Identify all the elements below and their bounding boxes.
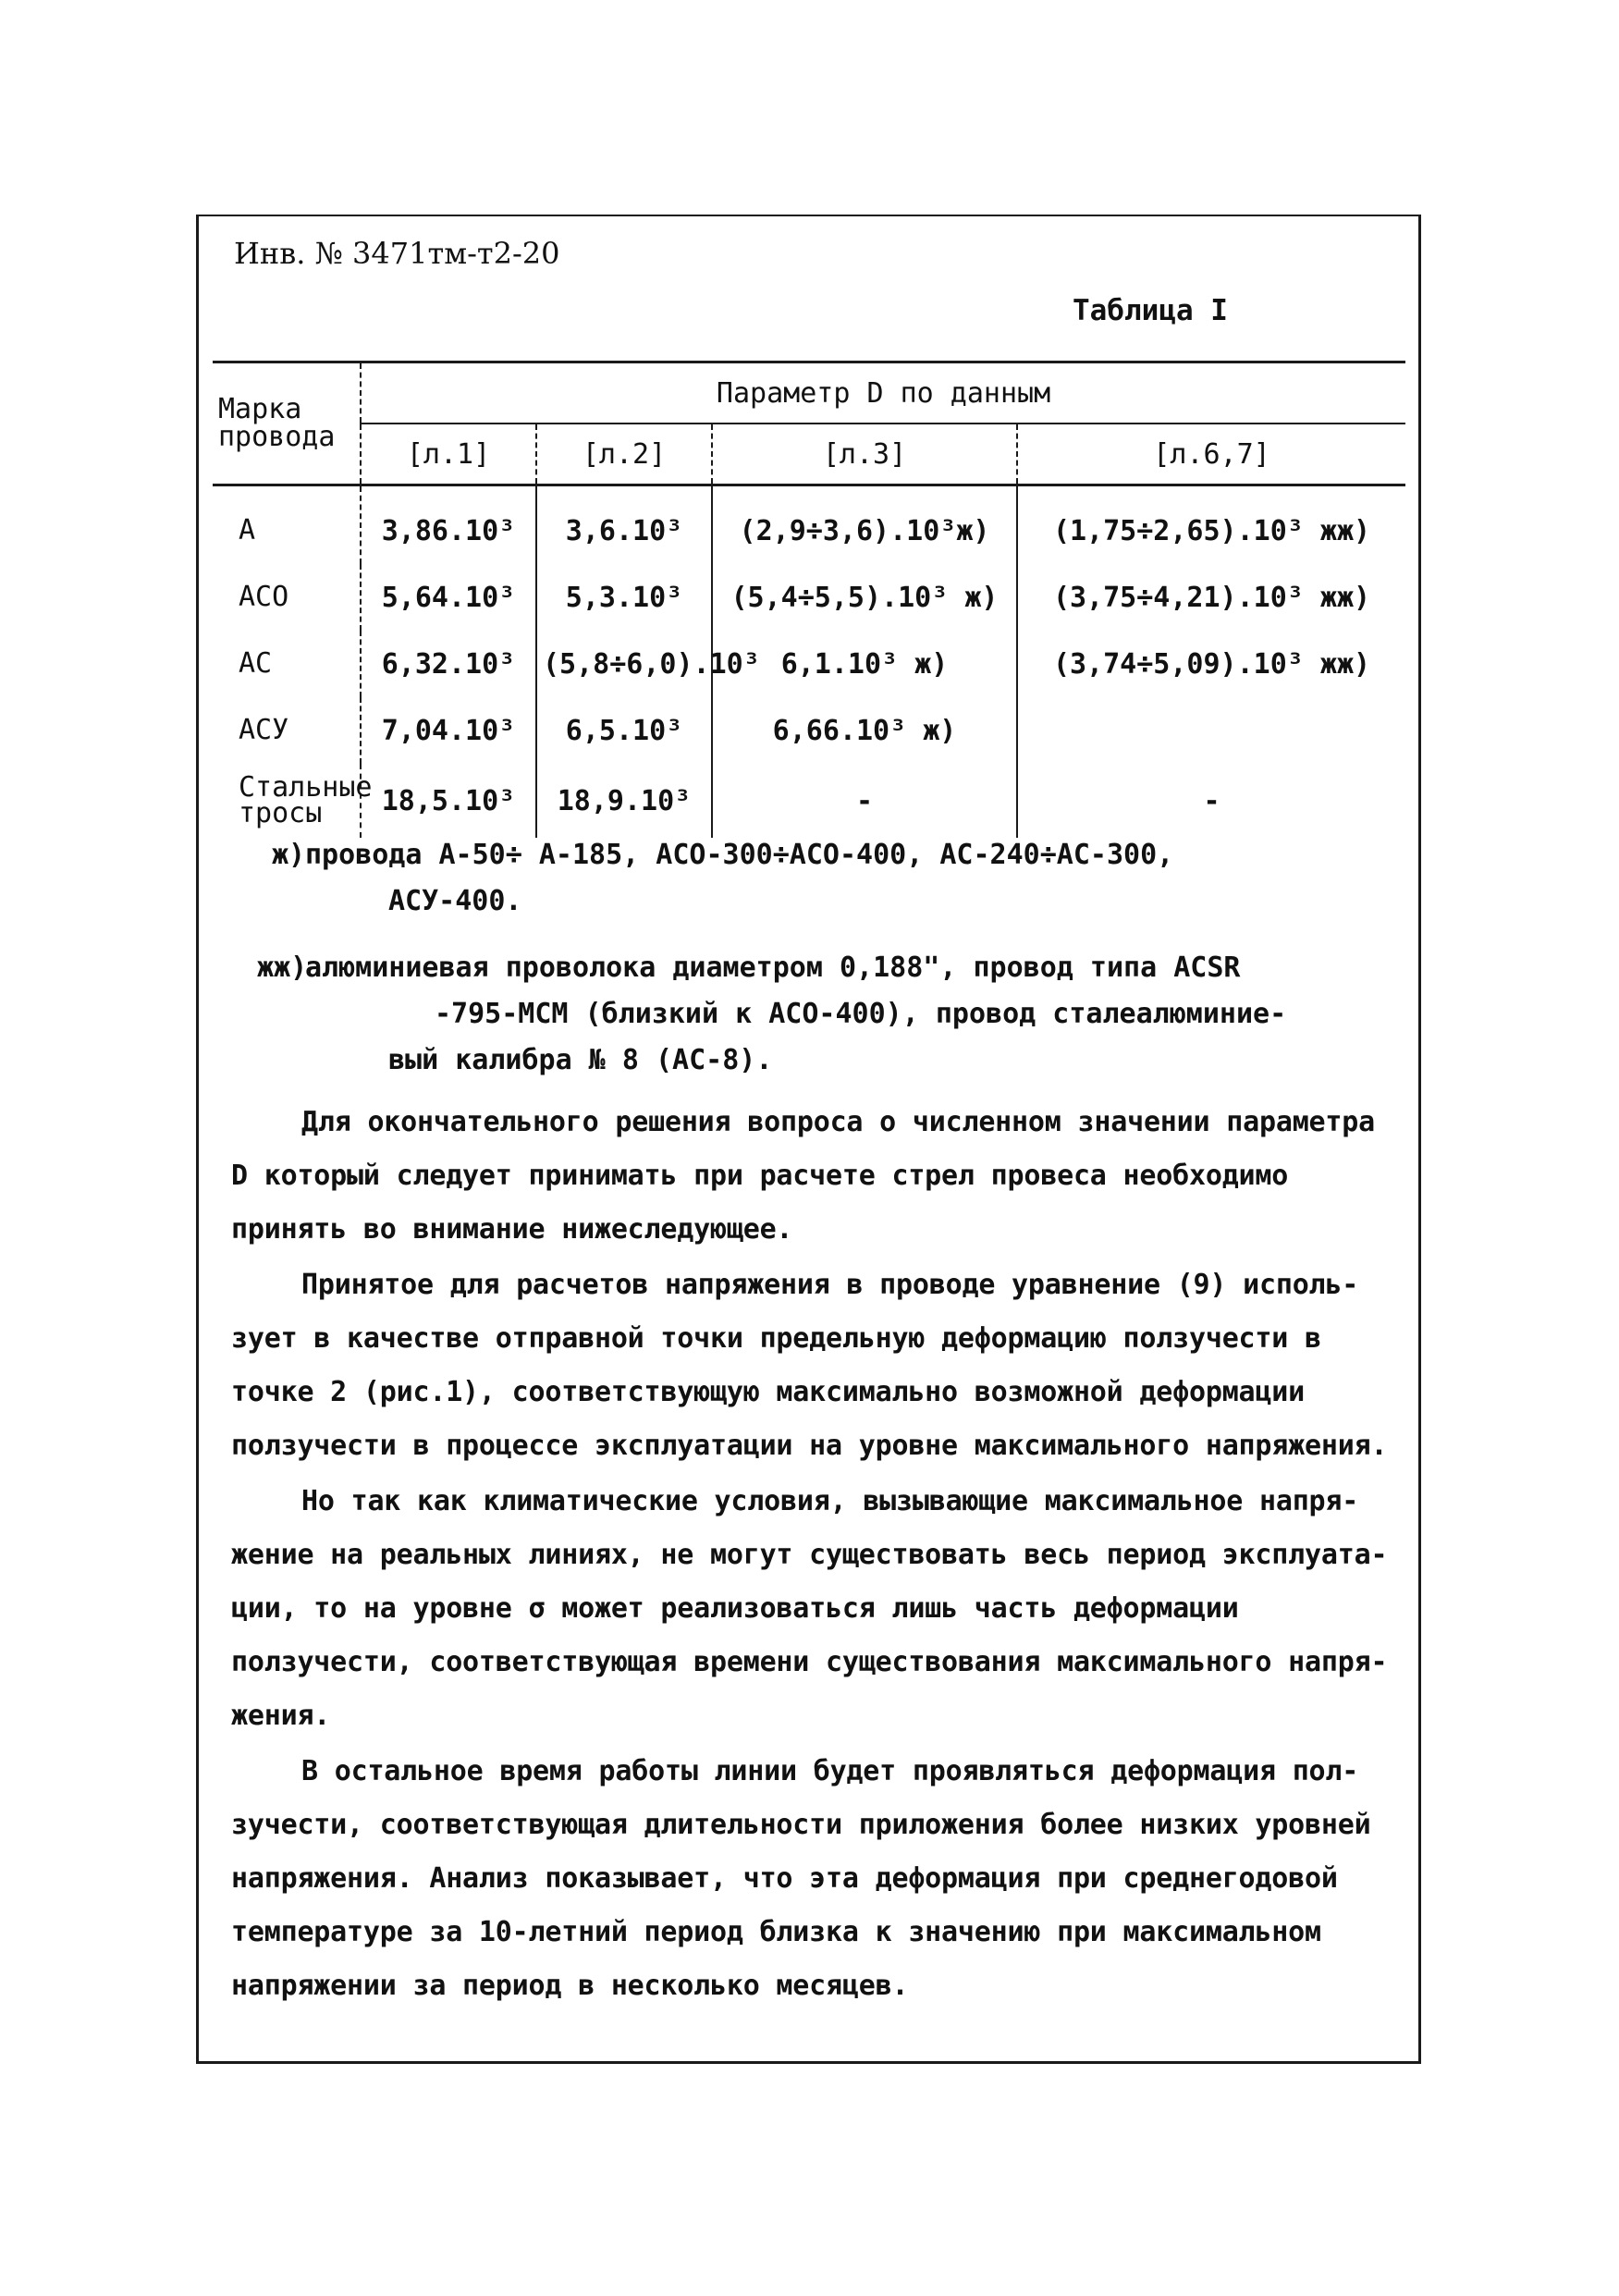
cell-value: 3,86.10³	[361, 485, 536, 565]
cell-value: (3,74÷5,09).10³ жж)	[1052, 647, 1371, 681]
cell-value: 18,9.10³	[536, 764, 712, 838]
paragraph: Но так как климатические условия, вызывающие максимальное напря- жение на реальных линиях, не могут существовать весь период эксплуата- ции, то на уровне σ может реализоваться лишь часть деформации ползучести, соответствующая времени существования максимального напря- жения.	[231, 1485, 1388, 1732]
source-header: [л.6,7]	[1017, 424, 1405, 485]
cell-value: 6,1.10³ ж)	[712, 631, 1017, 697]
footnote-mark: жж)	[257, 952, 308, 984]
cell-value	[1017, 697, 1405, 764]
source-header: [л.1]	[361, 424, 536, 485]
cell-value: -	[1203, 784, 1220, 817]
cell-value: 6,5.10³	[536, 697, 712, 764]
row-brand: Стальные тросы	[213, 764, 361, 838]
cell-value: 5,3.10³	[536, 564, 712, 631]
paragraph: Принятое для расчетов напряжения в проводе уравнение (9) исполь- зует в качестве отправной точки предельную деформацию ползучести в точке 2 (рис.1), соответствующую максимально возможной деформации ползучести в процессе эксплуатации на уровне максимального напряжения.	[231, 1269, 1388, 1462]
cell-value: (5,8÷6,0).10³	[536, 631, 712, 697]
cell-value: 3,6.10³	[536, 485, 712, 565]
paragraph: Для окончательного решения вопроса о численном значении параметра D который следует принимать при расчете стрел провеса необходимо принять во внимание нижеследующее.	[231, 1106, 1375, 1246]
parameter-header: Параметр D по данным	[361, 362, 1405, 424]
footnote-text: вый калибра № 8 (АС-8).	[388, 1044, 773, 1076]
footnote-1	[272, 832, 1396, 925]
cell-value: 18,5.10³	[361, 764, 536, 838]
parameter-table	[213, 361, 1405, 838]
cell-value: 5,64.10³	[361, 564, 536, 631]
source-header: [л.3]	[712, 424, 1017, 485]
row-brand: АСО	[213, 564, 361, 631]
row-brand: АС	[213, 631, 361, 697]
footnote-mark: ж)	[272, 839, 306, 871]
cell-value: -	[712, 764, 1017, 838]
table-row	[213, 631, 1405, 697]
paragraph: В остальное время работы линии будет проявляться деформация пол- зучести, соответствующая длительности приложения более низких уровней напряжения. Анализ показывает, что эта деформация при среднегодовой температуре за 10-летний период близка к значению при максимальном напряжении за период в несколько месяцев.	[231, 1755, 1371, 2002]
table-title: Таблица I	[1073, 294, 1228, 327]
cell-value: 6,32.10³	[361, 631, 536, 697]
footnote-text: -795-MCM (близкий к АСО-400), провод сталеалюминие-	[435, 998, 1287, 1030]
table-row	[213, 564, 1405, 631]
cell-value: (5,4÷5,5).10³ ж)	[712, 564, 1017, 631]
row-brand: А	[213, 485, 361, 565]
brand-column-header: Марка провода	[213, 362, 361, 485]
cell-value: (1,75÷2,65).10³ жж)	[1052, 514, 1371, 547]
cell-value: 7,04.10³	[361, 697, 536, 764]
footnote-2	[257, 945, 1396, 1084]
table-row	[213, 697, 1405, 764]
inventory-number: Инв. № 3471тм-т2-20	[234, 236, 560, 271]
row-brand: АСУ	[213, 697, 361, 764]
footnote-text: АСУ-400.	[388, 885, 522, 917]
source-header: [л.2]	[536, 424, 712, 485]
table-row	[213, 764, 1405, 838]
table-row	[213, 485, 1405, 565]
table-footnotes	[257, 832, 1396, 1084]
footnote-text: алюминиевая проволока диаметром 0,188", провод типа ACSR	[305, 952, 1241, 984]
cell-value: (3,75÷4,21).10³ жж)	[1052, 581, 1371, 614]
footnote-text: провода А-50÷ А-185, АСО-300÷АСО-400, АС-240÷АС-300,	[305, 839, 1174, 871]
cell-value: 6,66.10³ ж)	[712, 697, 1017, 764]
body-text	[231, 1096, 1415, 2015]
cell-value: (2,9÷3,6).10³ж)	[712, 485, 1017, 565]
